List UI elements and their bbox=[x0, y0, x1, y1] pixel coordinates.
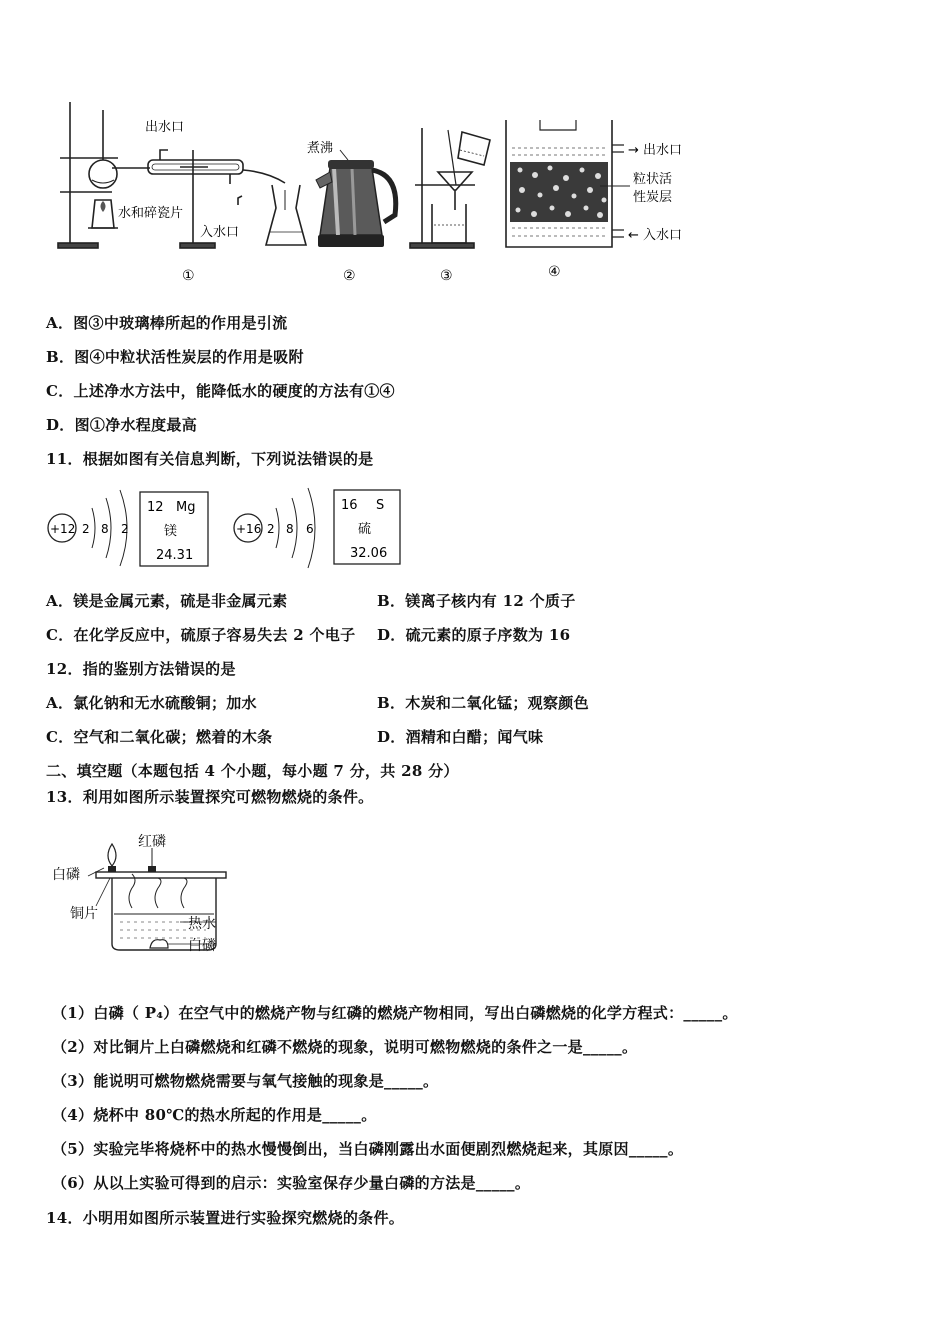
q11-option-d: D．硫元素的原子序数为 16 bbox=[377, 626, 571, 644]
mg-atomic-number: 12 bbox=[147, 500, 164, 515]
figure-number-1: ① bbox=[182, 268, 195, 284]
label-boil: 煮沸 bbox=[307, 141, 334, 156]
q12-option-b: B．木炭和二氧化锰；观察颜色 bbox=[377, 694, 589, 712]
q10-option-a: A．图③中玻璃棒所起的作用是引流 bbox=[46, 314, 288, 332]
q13-item-2: （2）对比铜片上白磷燃烧和红磷不燃烧的现象，说明可燃物燃烧的条件之一是_____。 bbox=[52, 1038, 638, 1056]
s-nucleus: +16 bbox=[236, 522, 262, 536]
mg-name: 镁 bbox=[164, 524, 178, 539]
mg-symbol: Mg bbox=[176, 500, 196, 515]
s-atomic-mass: 32.06 bbox=[350, 546, 388, 561]
label-carbon-1: 粒状活 bbox=[633, 172, 673, 187]
copper-plate bbox=[96, 872, 226, 878]
atom-structure-figure bbox=[40, 478, 460, 573]
s-name: 硫 bbox=[358, 522, 372, 537]
q12-option-a: A．氯化钠和无水硫酸铜；加水 bbox=[46, 694, 257, 712]
q13-item-5: （5）实验完毕将烧杯中的热水慢慢倒出，当白磷刚露出水面便剧烈燃烧起来，其原因_____。 bbox=[52, 1140, 684, 1158]
q11-option-c: C．在化学反应中，硫原子容易失去 2 个电子 bbox=[46, 626, 356, 644]
label-outlet-4: → 出水口 bbox=[628, 143, 683, 158]
q10-option-b: B．图④中粒状活性炭层的作用是吸附 bbox=[46, 348, 304, 366]
mg-atom-diagram bbox=[48, 490, 129, 566]
q12-option-c: C．空气和二氧化碳；燃着的木条 bbox=[46, 728, 273, 746]
mg-element-card bbox=[140, 492, 208, 566]
label-hot-water: 热水 bbox=[188, 916, 216, 932]
s-atom-diagram bbox=[234, 488, 315, 568]
s-shell-2: 8 bbox=[286, 522, 294, 536]
water-purification-figure bbox=[0, 0, 950, 290]
label-white-phosphorus-top: 白磷 bbox=[52, 867, 80, 883]
s-shell-3: 6 bbox=[306, 522, 314, 536]
kettle bbox=[316, 150, 396, 247]
label-inlet-4: ← 入水口 bbox=[628, 228, 683, 243]
s-atomic-number: 16 bbox=[341, 498, 358, 513]
figure-number-4: ④ bbox=[548, 264, 561, 280]
s-shell-1: 2 bbox=[267, 522, 275, 536]
q11-option-b: B．镁离子核内有 12 个质子 bbox=[377, 592, 576, 610]
s-element-card bbox=[334, 490, 400, 564]
q10-option-d: D．图①净水程度最高 bbox=[46, 416, 198, 434]
section-heading: 二、填空题（本题包括 4 个小题，每小题 7 分，共 28 分） bbox=[46, 762, 459, 780]
label-inlet-1: 入水口 bbox=[200, 225, 240, 240]
q10-option-c: C．上述净水方法中，能降低水的硬度的方法有①④ bbox=[46, 382, 395, 400]
figure-number-3: ③ bbox=[440, 268, 453, 284]
q13-stem: 13．利用如图所示装置探究可燃物燃烧的条件。 bbox=[46, 788, 374, 806]
q11-option-a: A．镁是金属元素，硫是非金属元素 bbox=[46, 592, 288, 610]
q13-item-1: （1）白磷（ P₄）在空气中的燃烧产物与红磷的燃烧产物相同，写出白磷燃烧的化学方程式：_____。 bbox=[52, 1004, 738, 1022]
s-symbol: S bbox=[376, 498, 385, 513]
mg-shell-2: 8 bbox=[101, 522, 109, 536]
label-copper-plate: 铜片 bbox=[70, 906, 98, 922]
q11-stem: 11．根据如图有关信息判断，下列说法错误的是 bbox=[46, 450, 374, 468]
filtration-apparatus bbox=[410, 128, 490, 248]
q12-stem: 12．指的鉴别方法错误的是 bbox=[46, 660, 236, 678]
figure-number-2: ② bbox=[343, 268, 356, 284]
label-carbon-2: 性炭层 bbox=[633, 190, 673, 205]
q12-option-d: D．酒精和白醋；闻气味 bbox=[377, 728, 544, 746]
label-water-chips: 水和碎瓷片 bbox=[118, 206, 184, 221]
q13-item-6: （6）从以上实验可得到的启示：实验室保存少量白磷的方法是_____。 bbox=[52, 1174, 531, 1192]
mg-shell-3: 2 bbox=[121, 522, 129, 536]
q13-item-3: （3）能说明可燃物燃烧需要与氧气接触的现象是_____。 bbox=[52, 1072, 439, 1090]
label-outlet-1: 出水口 bbox=[145, 120, 185, 135]
label-white-phosphorus-bottom: 白磷 bbox=[188, 938, 216, 954]
mg-atomic-mass: 24.31 bbox=[156, 548, 194, 563]
label-red-phosphorus: 红磷 bbox=[138, 834, 166, 850]
mg-shell-1: 2 bbox=[82, 522, 90, 536]
q14-stem: 14．小明用如图所示装置进行实验探究燃烧的条件。 bbox=[46, 1209, 405, 1227]
carbon-filter bbox=[506, 120, 630, 247]
mg-nucleus: +12 bbox=[50, 522, 76, 536]
q13-item-4: （4）烧杯中 80℃的热水所起的作用是_____。 bbox=[52, 1106, 377, 1124]
